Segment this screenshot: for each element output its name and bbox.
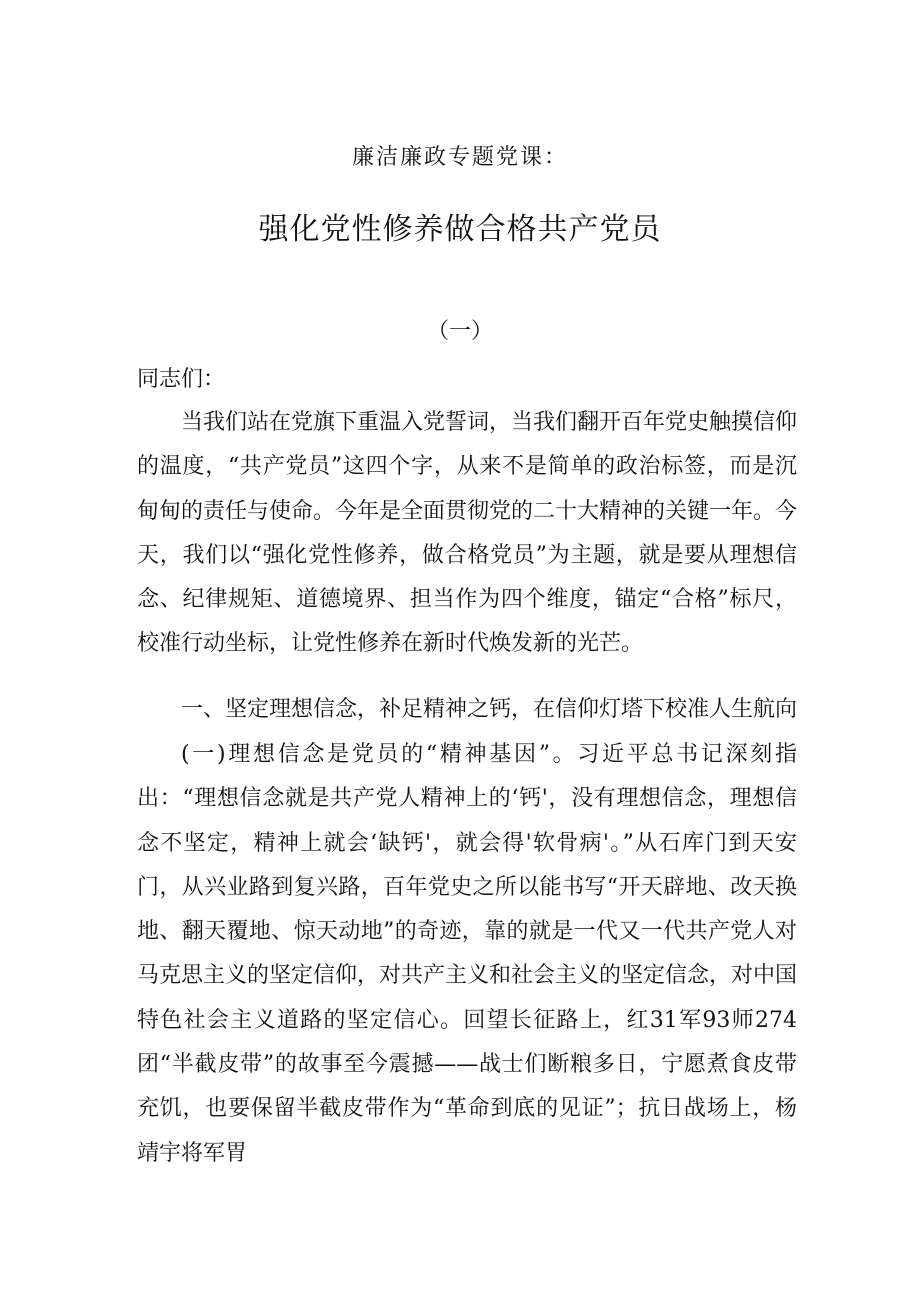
subsection-paragraph-1: (一)理想信念是党员的“精神基因”。习近平总书记深刻指出：“理想信念就是共产党人精神上的‘钙'，没有理想信念，理想信念不坚定，精神上就会‘缺钙'，就会得'软骨病'。”从石库门到天安门，从兴业路到复兴路，百年党史之所以能书写“开天辟地、改天换地、翻天覆地、惊天动地”的奇迹，靠的就是一代又一代共产党人对马克思主义的坚定信仰，对共产主义和社会主义的坚定信念，对中国特色社会主义道路的坚定信心。回望长征路上，红31军93师274团“半截皮带”的故事至今震撼——战士们断粮多日，宁愿煮食皮带充饥，也要保留半截皮带作为“革命到底的见证”；抗日战场上，杨靖宇将军胃 [137, 742, 798, 1166]
intro-paragraph: 当我们站在党旗下重温入党誓词，当我们翻开百年党史触摸信仰的温度，“共产党员”这四个字，从来不是简单的政治标签，而是沉甸甸的责任与使命。今年是全面贯彻党的二十大精神的关键一年。今天，我们以“强化党性修养，做合格党员”为主题，就是要从理想信念、纪律规矩、道德境界、担当作为四个维度，锚定“合格”标尺，校准行动坐标，让党性修养在新时代焕发新的光芒。 [137, 410, 798, 657]
salutation: 同志们： [137, 367, 226, 392]
section-heading-1: 一、坚定理想信念，补足精神之钙，在信仰灯塔下校准人生航向 [181, 697, 798, 722]
document-title-line1: 廉洁廉政专题党课： [351, 145, 568, 170]
document-title-line2: 强化党性修养做合格共产党员 [258, 212, 662, 247]
section-marker: （一） [426, 319, 493, 344]
